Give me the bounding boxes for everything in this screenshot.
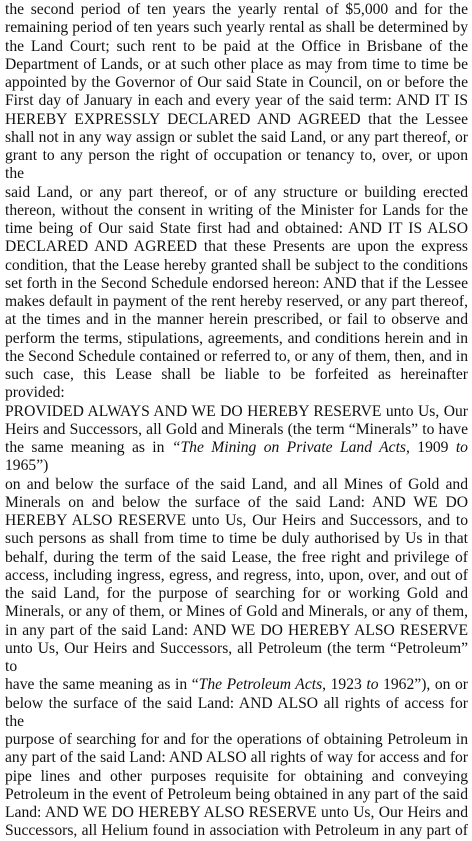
text-line: [5, 147, 468, 184]
text-line: [5, 311, 468, 329]
text-segment: HEREBY EXPRESSLY DECLARED AND AGREED that the Lessee: [5, 110, 468, 128]
text-line: [5, 56, 468, 74]
text-segment: Petroleum in the event of Petroleum being obtained in any part of the said: [5, 785, 468, 803]
text-line: [5, 439, 468, 476]
text-line: [5, 74, 468, 92]
text-segment: HEREBY ALSO RESERVE unto Us, Our Heirs and Successors, and to: [5, 512, 468, 529]
text-segment: set forth in the Second Schedule endorsed hereon: AND that if the Lessee: [5, 274, 468, 292]
text-segment: below the surface of the said Land: AND ALSO all rights of access for the: [5, 694, 468, 730]
text-line: [5, 129, 468, 147]
text-segment: behalf, during the term of the said Lease, the free right and privilege of: [5, 548, 468, 566]
text-line: [5, 293, 468, 311]
text-segment: purpose of searching for and for the operations of obtaining Petroleum in: [5, 731, 468, 748]
text-line: [5, 366, 468, 403]
text-segment: in any part of the said Land: AND WE DO HEREBY ALSO RESERVE: [5, 621, 468, 639]
text-line: [5, 749, 468, 767]
text-segment: Land: AND WE DO HEREBY ALSO RESERVE unto Us, Our Heirs and: [5, 804, 468, 821]
text-line: [5, 1, 468, 19]
text-line: [5, 622, 468, 640]
text-segment: perform the terms, stipulations, agreements, and conditions herein and in: [5, 329, 468, 347]
text-segment: time being of Our said State first had and obtained: AND IT IS ALSO: [5, 220, 468, 237]
text-segment: 1965”): [5, 457, 49, 475]
italic-citation: to: [366, 676, 379, 694]
text-segment: , 1923: [322, 676, 367, 694]
lease-body-text: [5, 1, 468, 841]
text-line: [5, 275, 468, 293]
text-line: [5, 38, 468, 56]
text-segment: thereon, without the consent in writing of the Minister for Lands for the: [5, 201, 468, 219]
text-line: [5, 603, 468, 621]
text-segment: have the same meaning as in “: [5, 676, 199, 694]
text-segment: Department of Lands, or at such other place as may from time to time be: [5, 55, 468, 73]
text-segment: First day of January in each and every year of the said term: AND IT IS: [5, 92, 468, 110]
text-line: [5, 184, 468, 202]
text-segment: such persons as shall from time to time be duly authorised by Us in that: [5, 530, 468, 548]
text-segment: makes default in payment of the rent hereby reserved, or any part thereof,: [5, 293, 468, 310]
text-line: [5, 530, 468, 548]
text-segment: any part of the said Land: AND ALSO all rights of way for access and for: [5, 749, 468, 767]
text-line: [5, 421, 468, 439]
text-line: [5, 549, 468, 567]
text-line: [5, 220, 468, 238]
text-line: [5, 330, 468, 348]
italic-citation: to: [455, 439, 468, 456]
text-segment: such case, this Lease shall be liable to be forfeited as hereinafter provided:: [5, 366, 468, 402]
text-line: [5, 111, 468, 129]
text-segment: Successors, all Helium found in association with Petroleum in any part of: [5, 822, 468, 840]
text-line: [5, 257, 468, 275]
text-segment: unto Us, Our Heirs and Successors, all Petroleum (the term “Petroleum” to: [5, 639, 468, 675]
text-segment: the Land Court; such rent to be paid at the Office in Brisbane of the: [5, 37, 468, 55]
text-line: [5, 585, 468, 603]
text-line: [5, 640, 468, 677]
text-segment: access, including ingress, egress, and regress, into, upon, over, and out of: [5, 566, 468, 584]
text-segment: said Land, or any part thereof, or of any structure or building erected: [5, 183, 468, 201]
text-segment: Minerals, or any of them, or Mines of Gold and Minerals, or any of them,: [5, 603, 468, 621]
text-line: [5, 238, 468, 256]
text-segment: remaining period of ten years such yearly rental as shall be determined by: [5, 19, 468, 37]
text-line: [5, 403, 468, 421]
text-line: [5, 202, 468, 220]
text-line: [5, 676, 468, 694]
text-line: [5, 92, 468, 110]
text-segment: PROVIDED ALWAYS AND WE DO HEREBY RESERVE unto Us, Our: [5, 402, 468, 420]
italic-citation: “The Mining on Private Land Acts: [171, 439, 406, 456]
text-line: [5, 494, 468, 512]
text-line: [5, 19, 468, 37]
text-segment: pipe lines and other purposes requisite for obtaining and conveying: [5, 767, 468, 785]
italic-citation: The Petroleum Acts: [198, 676, 323, 694]
text-segment: at the times and in the manner herein prescribed, or fail to observe and: [5, 311, 468, 329]
text-line: [5, 786, 468, 804]
text-segment: condition, that the Lease hereby granted shall be subject to the conditions: [5, 256, 468, 274]
text-segment: DECLARED AND AGREED that these Presents are upon the express: [5, 238, 468, 256]
text-segment: the said Land, for the purpose of searching for or working Gold and: [5, 585, 468, 602]
text-segment: Minerals on and below the surface of the said Land: AND WE DO: [5, 493, 468, 511]
text-segment: 1962”), on or: [378, 676, 468, 694]
text-line: [5, 476, 468, 494]
text-segment: on and below the surface of the said Land, and all Mines of Gold and: [5, 475, 468, 493]
text-segment: the second period of ten years the yearly rental of $5,000 and for the: [5, 1, 468, 18]
text-line: [5, 567, 468, 585]
text-line: [5, 348, 468, 366]
text-segment: shall not in any way assign or sublet the said Land, or any part thereof, or: [5, 128, 468, 146]
text-line: [5, 695, 468, 732]
text-line: [5, 512, 468, 530]
text-segment: the same meaning as in: [5, 439, 172, 456]
text-segment: Heirs and Successors, all Gold and Minerals (the term “Minerals” to have: [5, 420, 468, 438]
text-line: [5, 768, 468, 786]
text-segment: the Second Schedule contained or referred to, or any of them, then, and in: [5, 347, 468, 365]
text-line: [5, 731, 468, 749]
text-segment: grant to any person the right of occupation or tenancy to, over, or upon the: [5, 147, 468, 183]
text-line: [5, 804, 468, 822]
text-line: [5, 822, 468, 840]
text-segment: appointed by the Governor of Our said State in Council, on or before the: [5, 74, 468, 91]
text-segment: , 1909: [405, 439, 456, 456]
